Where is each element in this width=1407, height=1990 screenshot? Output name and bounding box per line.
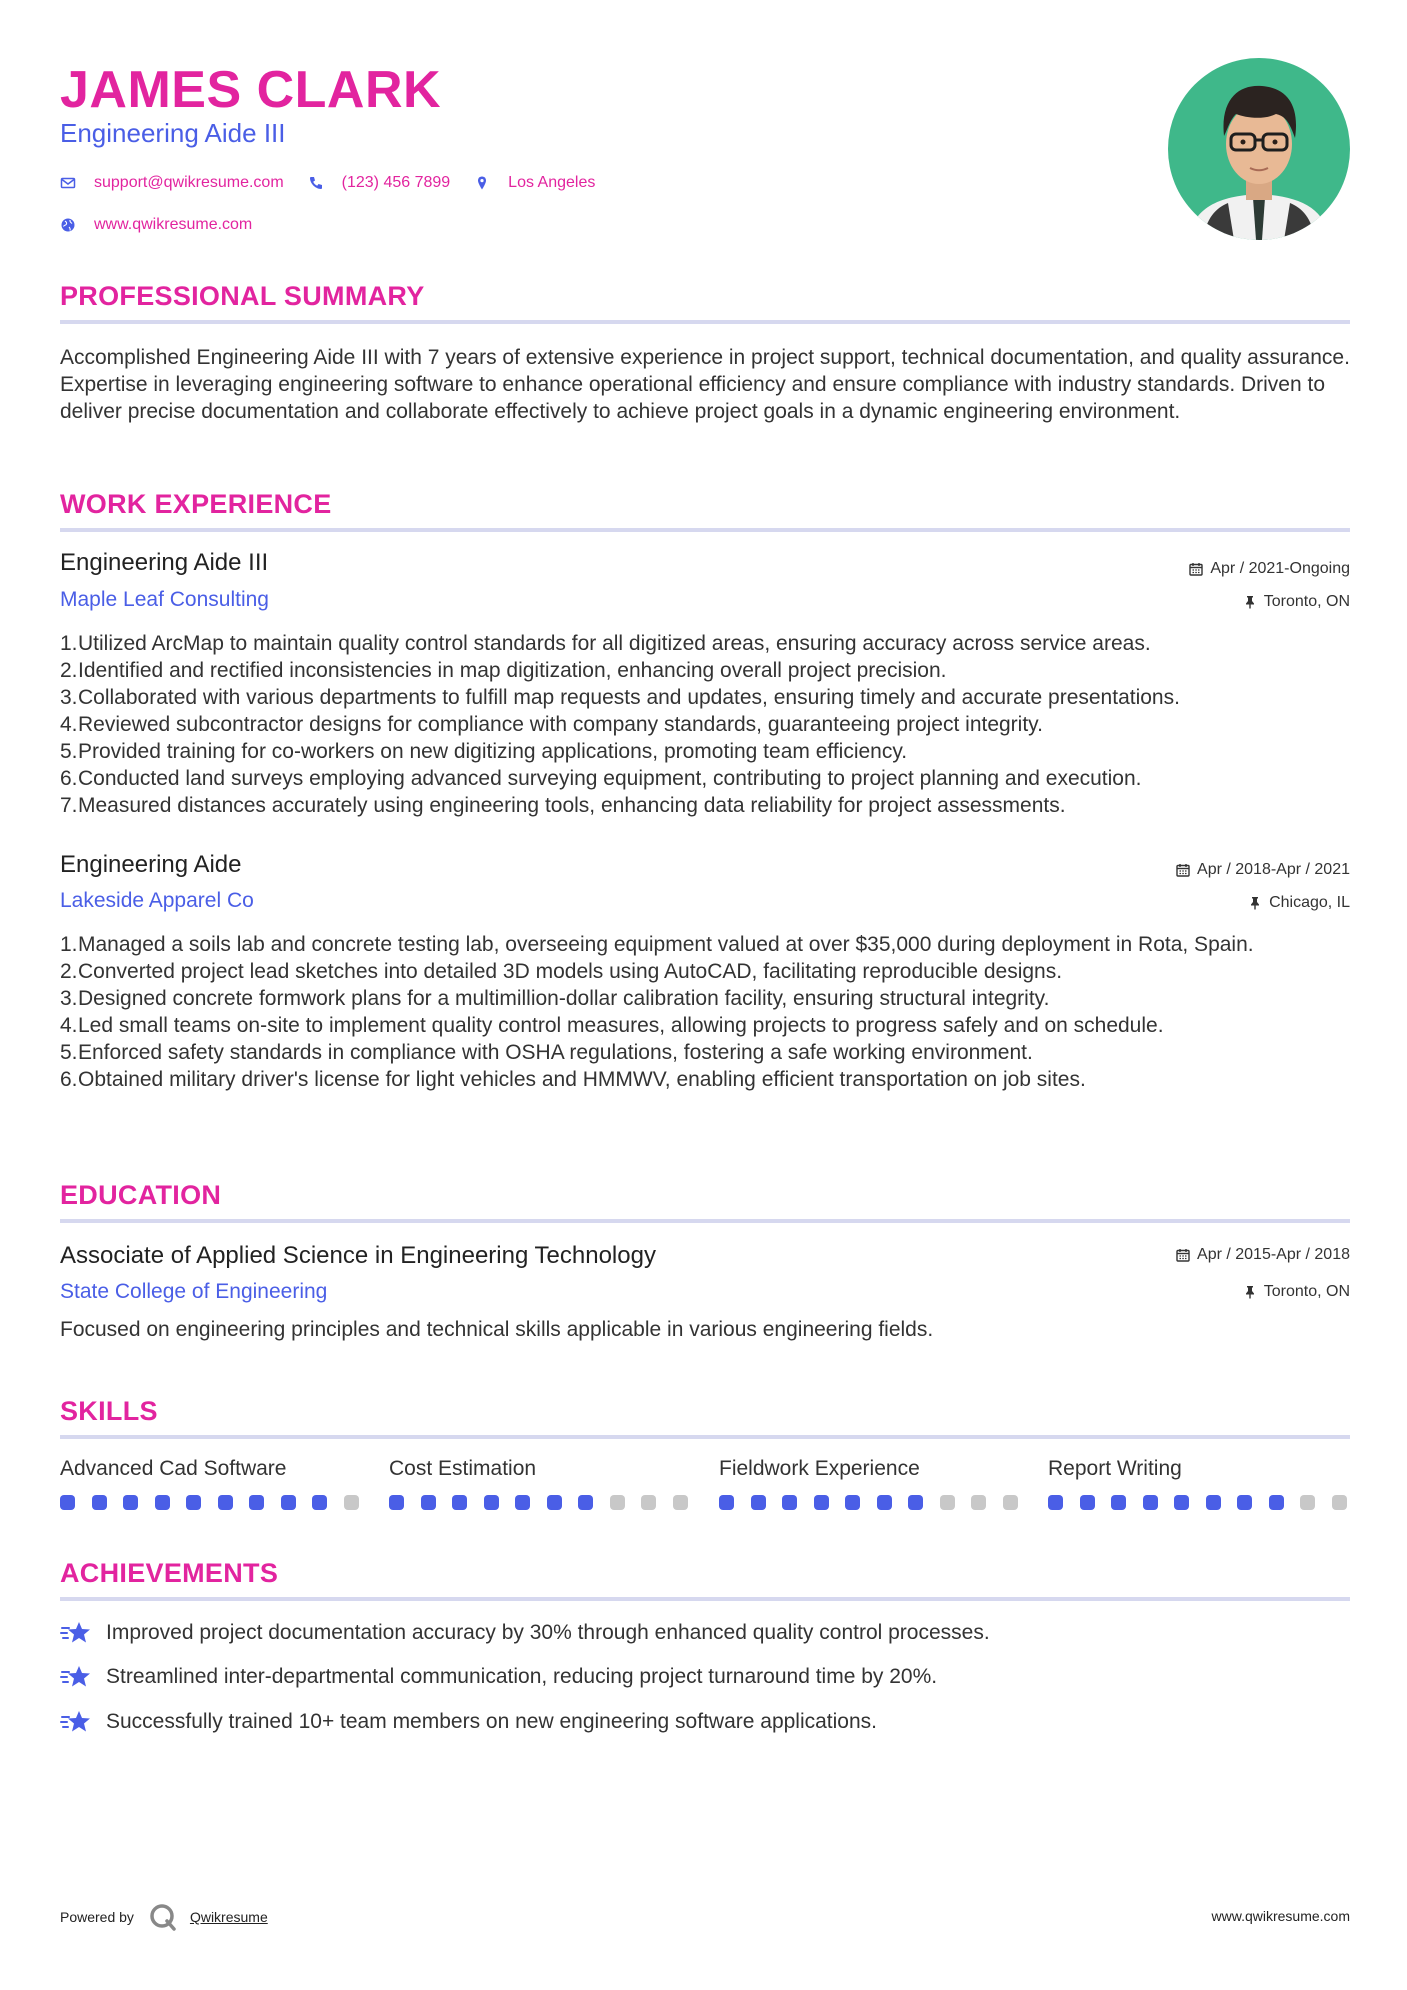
skill-rating: [1048, 1495, 1347, 1510]
skill-rating: [389, 1495, 688, 1510]
calendar-icon: [1176, 863, 1190, 877]
experience-heading: WORK EXPERIENCE: [60, 489, 332, 519]
list-item: 7. Measured distances accurately using engineering tools, enhancing data reliability for project assessments.: [60, 794, 1066, 817]
skill-dot-filled: [877, 1495, 892, 1510]
skill-dot-filled: [908, 1495, 923, 1510]
footer-powered: [60, 1902, 268, 1932]
skill-dot-filled: [845, 1495, 860, 1510]
skill-dot-filled: [547, 1495, 562, 1510]
skill-dot-filled: [60, 1495, 75, 1510]
achievements-heading: ACHIEVEMENTS: [60, 1558, 279, 1588]
achievement-item: [60, 1664, 937, 1690]
qwikresume-logo-icon: [148, 1902, 178, 1932]
skill-dot-filled: [484, 1495, 499, 1510]
skill-dot-filled: [155, 1495, 170, 1510]
job-bullets: [60, 931, 1350, 1093]
footer-website[interactable]: www.qwikresume.com: [1211, 1908, 1350, 1924]
skill-dot-filled: [312, 1495, 327, 1510]
skill-dot-filled: [1269, 1495, 1284, 1510]
job-company: Maple Leaf Consulting: [60, 588, 269, 611]
section-divider: [60, 320, 1350, 324]
envelope-icon: [60, 175, 76, 191]
calendar-icon: [1189, 562, 1203, 576]
star-badge-icon: [60, 1620, 92, 1646]
skill-dot-empty: [1332, 1495, 1347, 1510]
job-title: Engineering Aide: [60, 851, 242, 878]
list-item: 4. Led small teams on-site to implement quality control measures, allowing projects to progress safely and on schedule.: [60, 1014, 1164, 1037]
skill-dot-empty: [971, 1495, 986, 1510]
education-location-text: Toronto, ON: [1263, 1283, 1350, 1300]
list-item: 1. Utilized ArcMap to maintain quality control standards for all digitized areas, ensuring accuracy across service areas.: [60, 632, 1151, 655]
brand-link[interactable]: Qwikresume: [189, 1909, 268, 1925]
job-dates: [1176, 861, 1350, 879]
skill-name: Report Writing: [1048, 1457, 1182, 1480]
education-description: Focused on engineering principles and technical skills applicable in various engineering fields.: [60, 1318, 934, 1341]
skill-dot-filled: [1080, 1495, 1095, 1510]
education-dates: [1176, 1246, 1350, 1264]
skill-name: Fieldwork Experience: [719, 1457, 920, 1480]
skill-dot-filled: [186, 1495, 201, 1510]
list-item: 1. Managed a soils lab and concrete testing lab, overseeing equipment valued at over $35,000 during deployment in Rota, Spain.: [60, 933, 1254, 956]
list-item: 5. Provided training for co-workers on new digitizing applications, promoting team efficiency.: [60, 740, 908, 763]
skill-dot-empty: [1300, 1495, 1315, 1510]
achievement-text: Successfully trained 10+ team members on new engineering software applications.: [106, 1710, 878, 1733]
skills-heading: SKILLS: [60, 1396, 158, 1426]
skill-dot-filled: [719, 1495, 734, 1510]
location-text: Los Angeles: [508, 174, 596, 191]
list-item: 6. Obtained military driver's license for light vehicles and HMMWV, enabling efficient transportation on job sites.: [60, 1068, 1086, 1091]
pushpin-icon: [1243, 1285, 1257, 1299]
skill-name: Advanced Cad Software: [60, 1457, 287, 1480]
avatar: [1168, 58, 1350, 240]
email-link[interactable]: support@qwikresume.com: [94, 174, 284, 191]
skill-dot-empty: [344, 1495, 359, 1510]
list-item: 2. Converted project lead sketches into detailed 3D models using AutoCAD, facilitating reproducible designs.: [60, 960, 1063, 983]
section-divider: [60, 528, 1350, 532]
job-title: Engineering Aide III: [60, 549, 269, 576]
skill-dot-filled: [814, 1495, 829, 1510]
skill-dot-filled: [782, 1495, 797, 1510]
skill-dot-filled: [249, 1495, 264, 1510]
job-bullets: [60, 630, 1350, 819]
skill-dot-filled: [1143, 1495, 1158, 1510]
skill-dot-filled: [1237, 1495, 1252, 1510]
star-badge-icon: [60, 1709, 92, 1735]
website-link[interactable]: www.qwikresume.com: [94, 216, 253, 233]
skill-dot-empty: [940, 1495, 955, 1510]
list-item: 6. Conducted land surveys employing advanced surveying equipment, contributing to project planning and execution.: [60, 767, 1142, 790]
job-dates-text: Apr / 2021-Ongoing: [1210, 560, 1350, 577]
education-heading: EDUCATION: [60, 1180, 222, 1210]
website-row: [60, 216, 252, 234]
phone-icon: [308, 175, 324, 191]
summary-heading: PROFESSIONAL SUMMARY: [60, 281, 425, 311]
job-location-text: Chicago, IL: [1269, 894, 1350, 911]
skill-dot-filled: [1174, 1495, 1189, 1510]
skill-dot-empty: [1003, 1495, 1018, 1510]
job-dates: [1189, 560, 1350, 578]
job-company: Lakeside Apparel Co: [60, 889, 254, 912]
skill-dot-filled: [515, 1495, 530, 1510]
skill-rating: [60, 1495, 359, 1510]
pushpin-icon: [1248, 896, 1262, 910]
achievement-text: Improved project documentation accuracy by 30% through enhanced quality control processes.: [106, 1621, 990, 1644]
list-item: 2. Identified and rectified inconsistencies in map digitization, enhancing overall project precision.: [60, 659, 947, 682]
skill-dot-filled: [421, 1495, 436, 1510]
skill-dot-empty: [641, 1495, 656, 1510]
map-pin-icon: [474, 175, 490, 191]
skill-dot-empty: [673, 1495, 688, 1510]
powered-by-label: Powered by: [60, 1909, 134, 1925]
list-item: 5. Enforced safety standards in compliance with OSHA regulations, fostering a safe working environment.: [60, 1041, 1033, 1064]
skill-name: Cost Estimation: [389, 1457, 537, 1480]
pushpin-icon: [1243, 595, 1257, 609]
achievement-item: [60, 1709, 877, 1735]
section-divider: [60, 1597, 1350, 1601]
list-item: 3. Designed concrete formwork plans for a multimillion-dollar calibration facility, ensuring structural integrity.: [60, 987, 1050, 1010]
skill-dot-filled: [123, 1495, 138, 1510]
list-item: 3. Collaborated with various departments to fulfill map requests and updates, ensuring timely and accurate presentations.: [60, 686, 1180, 709]
skill-dot-filled: [218, 1495, 233, 1510]
job-location: [1243, 593, 1350, 611]
skill-dot-filled: [389, 1495, 404, 1510]
education-location: [1243, 1283, 1350, 1301]
skill-dot-filled: [1206, 1495, 1221, 1510]
summary-text: Accomplished Engineering Aide III with 7 years of extensive experience in project support, technical documentation, and quality assurance. Expertise in leveraging engineering software to enhance operational efficiency and ensure compliance with industry standards. Driven to deliver precise documentation and collaborate effectively to achieve project goals in a dynamic engineering environment.: [60, 346, 1350, 423]
job-location: [1248, 894, 1350, 912]
skill-dot-filled: [92, 1495, 107, 1510]
job-location-text: Toronto, ON: [1263, 593, 1350, 610]
skill-dot-filled: [1048, 1495, 1063, 1510]
achievement-text: Streamlined inter-departmental communication, reducing project turnaround time by 20%.: [106, 1665, 938, 1688]
education-dates-text: Apr / 2015-Apr / 2018: [1197, 1246, 1350, 1263]
section-divider: [60, 1219, 1350, 1223]
contact-row: [60, 174, 595, 192]
star-badge-icon: [60, 1664, 92, 1690]
skill-rating: [719, 1495, 1018, 1510]
candidate-title: Engineering Aide III: [60, 118, 286, 148]
skill-dot-filled: [578, 1495, 593, 1510]
section-divider: [60, 1435, 1350, 1439]
skill-dot-empty: [610, 1495, 625, 1510]
skill-dot-filled: [452, 1495, 467, 1510]
skill-dot-filled: [1111, 1495, 1126, 1510]
globe-icon: [60, 217, 76, 233]
calendar-icon: [1176, 1248, 1190, 1262]
list-item: 4. Reviewed subcontractor designs for compliance with company standards, guaranteeing project integrity.: [60, 713, 1043, 736]
achievement-item: [60, 1620, 990, 1646]
candidate-name: JAMES CLARK: [60, 61, 442, 119]
skill-dot-filled: [281, 1495, 296, 1510]
skill-dot-filled: [751, 1495, 766, 1510]
degree-title: Associate of Applied Science in Engineering Technology: [60, 1242, 656, 1269]
job-dates-text: Apr / 2018-Apr / 2021: [1197, 861, 1350, 878]
school-name: State College of Engineering: [60, 1280, 328, 1303]
phone-link[interactable]: (123) 456 7899: [341, 174, 451, 191]
